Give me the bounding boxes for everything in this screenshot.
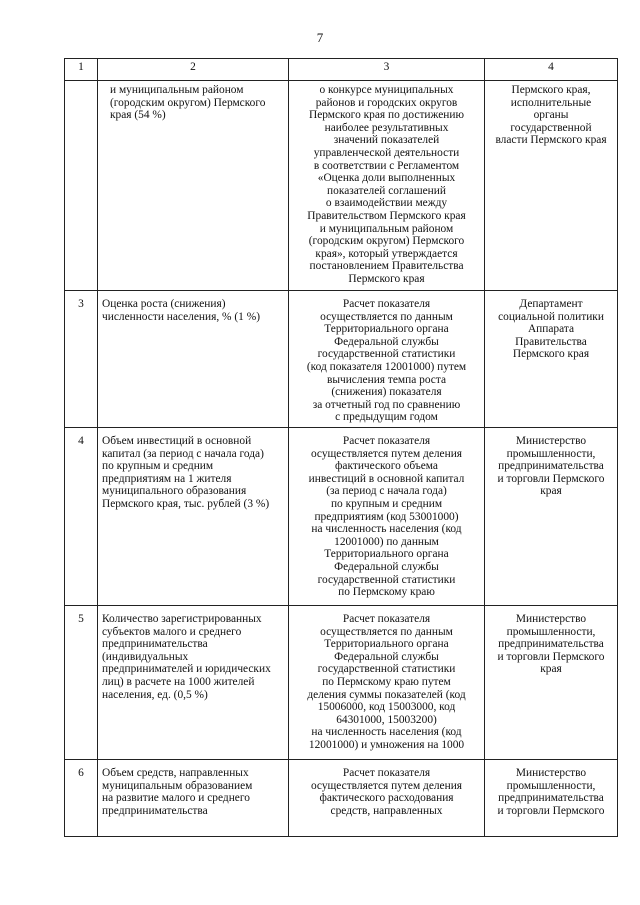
calculation-method-cell: Расчет показателя осуществляется путем деления фактического объема инвестиций в основной капитал (за период с начала года) по крупным и средним предприятиям (код 53001000) на численность населения (код 12001000) по данным Территориального органа Федеральной службы государственной статистики по Пермскому краю <box>289 428 485 606</box>
responsible-body-cell: Министерство промышленности, предпринимательства и торговли Пермского <box>485 760 618 837</box>
indicator-cell: Количество зарегистрированных субъектов малого и среднего предпринимательства (индивидуальных предпринимателей и юридических лиц) в расчете на 1000 жителей населения, ед. (0,5 %) <box>98 606 289 760</box>
responsible-body-cell: Министерство промышленности, предпринимательства и торговли Пермского края <box>485 606 618 760</box>
row-number-cell <box>65 81 98 291</box>
column-header: 3 <box>289 59 485 81</box>
indicator-cell: и муниципальным районом (городским округом) Пермского края (54 %) <box>98 81 289 291</box>
indicators-table <box>64 58 618 837</box>
row-number-cell: 6 <box>65 760 98 837</box>
calculation-method-cell: Расчет показателя осуществляется путем деления фактического расходования средств, направленных <box>289 760 485 837</box>
table-row <box>65 606 618 760</box>
indicator-cell: Объем инвестиций в основной капитал (за период с начала года) по крупным и средним предприятиям на 1 жителя муниципального образования Пермского края, тыс. рублей (3 %) <box>98 428 289 606</box>
calculation-method-cell: Расчет показателя осуществляется по данным Территориального органа Федеральной службы государственной статистики (код показателя 12001000) путем вычисления темпа роста (снижения) показателя за отчетный год по сравнению с предыдущим годом <box>289 291 485 428</box>
table-row <box>65 81 618 291</box>
table-row <box>65 428 618 606</box>
row-number-cell: 4 <box>65 428 98 606</box>
indicator-cell: Оценка роста (снижения) численности населения, % (1 %) <box>98 291 289 428</box>
indicator-cell: Объем средств, направленных муниципальным образованием на развитие малого и среднего предпринимательства <box>98 760 289 837</box>
responsible-body-cell: Департамент социальной политики Аппарата Правительства Пермского края <box>485 291 618 428</box>
column-header: 1 <box>65 59 98 81</box>
responsible-body-cell: Пермского края, исполнительные органы государственной власти Пермского края <box>485 81 618 291</box>
row-number-cell: 3 <box>65 291 98 428</box>
table-header-row <box>65 59 618 81</box>
calculation-method-cell: Расчет показателя осуществляется по данным Территориального органа Федеральной службы государственной статистики по Пермскому краю путем деления суммы показателей (код 15006000, код 15003000, код 64301000, 15003200) на численность населения (код 12001000) и умножения на 1000 <box>289 606 485 760</box>
responsible-body-cell: Министерство промышленности, предпринимательства и торговли Пермского края <box>485 428 618 606</box>
table-row <box>65 760 618 837</box>
page-number: 7 <box>316 30 324 45</box>
table-row <box>65 291 618 428</box>
column-header: 2 <box>98 59 289 81</box>
column-header: 4 <box>485 59 618 81</box>
row-number-cell: 5 <box>65 606 98 760</box>
calculation-method-cell: о конкурсе муниципальных районов и городских округов Пермского края по достижению наиболее результативных значений показателей управленческой деятельности в соответствии с Регламентом «Оценка доли выполненных показателей соглашений о взаимодействии между Правительством Пермского края и муниципальным районом (городским округом) Пермского края», который утверждается постановлением Правительства Пермского края <box>289 81 485 291</box>
